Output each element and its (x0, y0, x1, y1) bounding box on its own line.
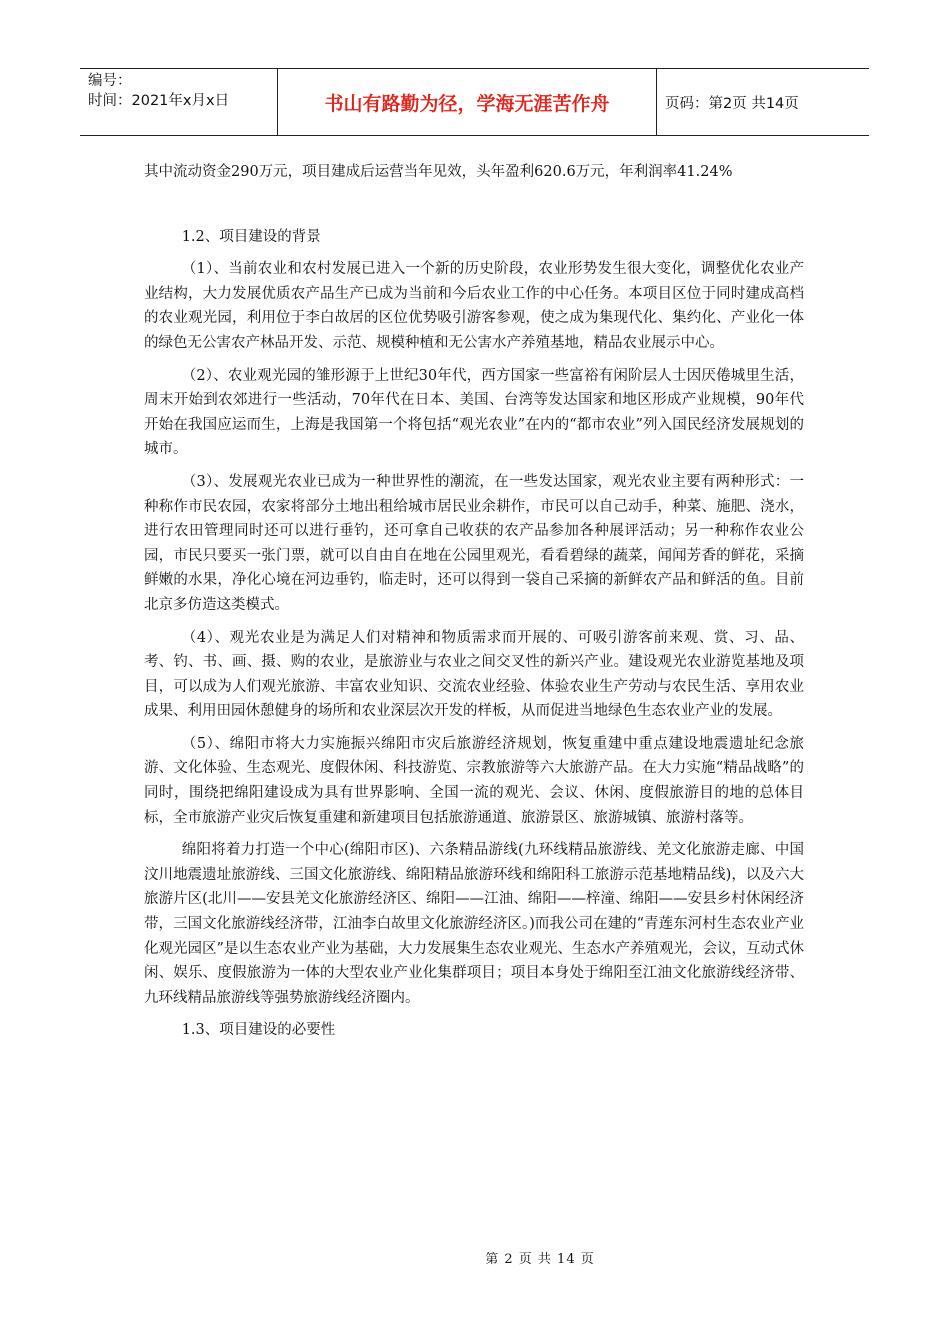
paragraph-5: （5）、绵阳市将大力实施振兴绵阳市灾后旅游经济规划，恢复重建中重点建设地震遗址纪念旅游、文化体验、生态观光、度假休闲、科技游览、宗教旅游等六大旅游产品。在大力实施“精品战略”的同时，围绕把绵阳建设成为具有世界影响、全国一流的观光、会议、休闲、度假旅游目的地的总体目标，全市旅游产业灾后恢复重建和新建项目包括旅游通道、旅游景区、旅游城镇、旅游村落等。 (144, 735, 804, 826)
header-page-info: 页码：第2页 共14页 (665, 95, 799, 112)
header-motto: 书山有路勤为径，学海无涯苦作舟 (278, 69, 657, 135)
section-heading-1-2: 1.2、项目建设的背景 (181, 228, 321, 245)
page-header (80, 68, 869, 136)
section-heading-1-3: 1.3、项目建设的必要性 (181, 1022, 336, 1039)
number-label: 编号： (88, 73, 132, 89)
paragraph-continuation: 其中流动资金290万元，项目建成后运营当年见效，头年盈利620.6万元，年利润率41.24% (144, 164, 733, 180)
paragraph-mianyang: 绵阳将着力打造一个中心(绵阳市区)、六条精品游线(九环线精品旅游线、羌文化旅游走廊、中国汶川地震遗址旅游线、三国文化旅游线、绵阳精品旅游环线和绵阳科工旅游示范基地精品线)，以及六大旅游片区(北川——安县羌文化旅游经济区、绵阳——江油、绵阳——梓潼、绵阳——安县乡村休闲经济带，三国文化旅游线经济带，江油李白故里文化旅游经济区。)而我公司在建的“青莲东河村生态农业产业化观光园区”是以生态农业产业为基础，大力发展集生态农业观光、生态水产养殖观光，会议，互动式休闲、娱乐、度假旅游为一体的大型农业产业化集群项目；项目本身处于绵阳至江油文化旅游线经济带、九环线精品旅游线等强势旅游线经济圈内。 (144, 842, 804, 1006)
document-body (144, 160, 804, 1043)
header-meta-cell (80, 69, 278, 135)
paragraph-2: （2）、农业观光园的雏形源于上世纪30年代，西方国家一些富裕有闲阶层人士因厌倦城里生活，周末开始到农郊进行一些活动，70年代在日本、美国、台湾等发达国家和地区形成产业规模，90年代开始在我国应运而生，上海是我国第一个将包括“观光农业”在内的“都市农业”列入国民经济发展规划的城市。 (144, 367, 804, 458)
time-label: 时间：2021年x月x日 (88, 93, 230, 109)
page-footer (0, 1248, 950, 1267)
paragraph-4: （4）、观光农业是为满足人们对精神和物质需求而开展的、可吸引游客前来观、赏、习、品、考、钓、书、画、摄、购的农业，是旅游业与农业之间交叉性的新兴产业。建设观光农业游览基地及项目，可以成为人们观光旅游、丰富农业知识、交流农业经验、体验农业生产劳动与农民生活、享用农业成果、利用田园休憩健身的场所和农业深层次开发的样板，从而促进当地绿色生态农业产业的发展。 (144, 629, 804, 720)
footer-page-number: 第 2 页 共 14 页 (485, 1252, 595, 1267)
paragraph-1: （1）、当前农业和农村发展已进入一个新的历史阶段，农业形势发生很大变化，调整优化农业产业结构，大力发展优质农产品生产已成为当前和今后农业工作的中心任务。本项目区位于同时建成高档的农业观光园，利用位于李白故居的区位优势吸引游客参观，使之成为集现代化、集约化、产业化一体的绿色无公害农产林品开发、示范、规模种植和无公害水产养殖基地，精品农业展示中心。 (144, 261, 804, 351)
paragraph-3: （3）、发展观光农业已成为一种世界性的潮流，在一些发达国家，观光农业主要有两种形式：一种称作市民农园，农家将部分土地出租给城市居民业余耕作，市民可以自己动手，种菜、施肥、浇水，进行农田管理同时还可以进行垂钓，还可拿自己收获的农产品参加各种展评活动；另一种称作农业公园，市民只要买一张门票，就可以自由自在地在公园里观光，看看碧绿的蔬菜，闻闻芳香的鲜花，采摘鲜嫩的水果，净化心境在河边垂钓，临走时，还可以得到一袋自己采摘的新鲜农产品和鲜活的鱼。目前北京多仿造这类模式。 (144, 473, 804, 613)
